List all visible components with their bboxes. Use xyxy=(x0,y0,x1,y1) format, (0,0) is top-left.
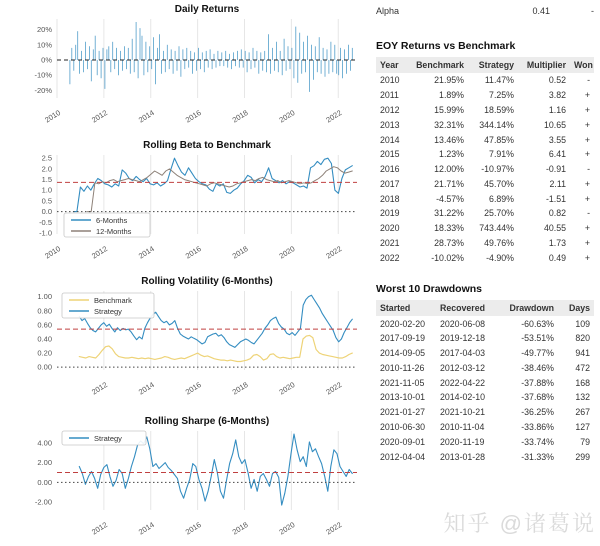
table-cell: 1.73 xyxy=(548,237,566,248)
metric-value-benchmark: - xyxy=(591,6,594,16)
svg-text:Strategy: Strategy xyxy=(94,434,122,443)
table-cell: -38.46% xyxy=(521,362,554,373)
header-cell: Benchmark xyxy=(410,57,468,73)
table-row xyxy=(376,162,594,177)
table-row xyxy=(376,250,594,265)
table-cell: 2017-04-03 xyxy=(440,348,485,359)
table-row xyxy=(376,375,594,390)
table-cell: 40.55 xyxy=(543,223,566,234)
table-cell: + xyxy=(584,119,590,130)
table-cell: 2020-02-20 xyxy=(380,318,425,329)
table-cell: 299 xyxy=(575,451,590,462)
table-row xyxy=(376,117,594,132)
table-cell: 2021-01-27 xyxy=(380,407,425,418)
table-cell: 47.85% xyxy=(484,134,514,145)
svg-text:2.0: 2.0 xyxy=(41,164,52,174)
table-row xyxy=(376,176,594,191)
table-row xyxy=(376,420,594,435)
svg-text:0.0: 0.0 xyxy=(41,207,52,217)
table-cell: 2014-09-05 xyxy=(380,348,425,359)
svg-text:2020: 2020 xyxy=(277,520,297,537)
table-cell: + xyxy=(584,104,590,115)
table-row xyxy=(376,361,594,376)
drawdowns-table-title: Worst 10 Drawdowns xyxy=(376,283,482,296)
svg-text:-10%: -10% xyxy=(34,70,52,80)
svg-text:2020: 2020 xyxy=(277,380,297,397)
rolling-sharpe-chart xyxy=(0,412,368,546)
svg-text:2016: 2016 xyxy=(183,244,203,261)
header-cell: Strategy xyxy=(468,57,518,73)
table-cell: 2021 xyxy=(380,237,400,248)
worst-drawdowns-table xyxy=(376,300,594,464)
daily-returns-chart xyxy=(0,0,368,134)
svg-text:2018: 2018 xyxy=(230,108,250,125)
table-cell: 2020-06-08 xyxy=(440,318,485,329)
svg-text:2012: 2012 xyxy=(90,520,109,537)
svg-text:0.80: 0.80 xyxy=(37,306,52,316)
table-cell: -10.02% xyxy=(431,252,464,263)
table-row xyxy=(376,346,594,361)
table-cell: 2011 xyxy=(380,90,399,101)
table-cell: -37.88% xyxy=(521,377,554,388)
table-cell: 2013-01-28 xyxy=(440,451,485,462)
table-row xyxy=(376,405,594,420)
svg-text:1.00: 1.00 xyxy=(37,292,52,302)
table-cell: 2013-10-01 xyxy=(380,392,425,403)
table-cell: 15.99% xyxy=(434,104,464,115)
table-cell: 2020-09-01 xyxy=(380,436,425,447)
table-cell: 2014 xyxy=(380,134,400,145)
table-cell: 13.46% xyxy=(434,134,464,145)
header-cell: Won xyxy=(570,57,594,73)
svg-text:2.5: 2.5 xyxy=(41,153,52,163)
table-cell: -60.63% xyxy=(521,318,554,329)
svg-text:1.5: 1.5 xyxy=(41,175,52,185)
table-cell: 2015 xyxy=(380,149,400,160)
eoy-table-title: EOY Returns vs Benchmark xyxy=(376,40,516,52)
table-row xyxy=(376,316,594,331)
table-row xyxy=(376,449,594,464)
svg-text:2022: 2022 xyxy=(324,520,344,537)
table-cell: 12.00% xyxy=(434,164,464,175)
header-cell: Started xyxy=(376,300,436,316)
table-cell: 1.89% xyxy=(439,90,464,101)
table-cell: 45.70% xyxy=(484,178,514,189)
table-cell: 2022-04-22 xyxy=(440,377,485,388)
svg-text:-2.00: -2.00 xyxy=(34,497,52,507)
table-row xyxy=(376,147,594,162)
table-cell: -10.97% xyxy=(481,164,514,175)
svg-text:0.20: 0.20 xyxy=(37,348,52,358)
table-cell: -4.57% xyxy=(436,193,464,204)
table-cell: 79 xyxy=(580,436,590,447)
table-cell: 10.65 xyxy=(543,119,566,130)
table-cell: 2017 xyxy=(380,178,400,189)
table-cell: 6.41 xyxy=(548,149,566,160)
table-row xyxy=(376,103,594,118)
watermark: 知乎 @诸葛说 xyxy=(443,511,596,536)
svg-text:0%: 0% xyxy=(41,55,52,65)
metric-label-alpha: Alpha xyxy=(376,6,400,16)
table-cell: -4.90% xyxy=(486,252,514,263)
table-cell: 2019-12-18 xyxy=(440,333,485,344)
eoy-returns-table xyxy=(376,57,594,265)
table-cell: 2010-06-30 xyxy=(380,422,425,433)
table-cell: -49.77% xyxy=(521,348,554,359)
table-cell: 2021-10-21 xyxy=(440,407,485,418)
svg-text:-20%: -20% xyxy=(34,85,52,95)
table-cell: 18.33% xyxy=(434,223,464,234)
table-cell: 7.25% xyxy=(489,90,514,101)
table-cell: 168 xyxy=(575,377,590,388)
table-cell: 344.14% xyxy=(479,119,514,130)
table-cell: 49.76% xyxy=(484,237,514,248)
svg-text:2012: 2012 xyxy=(90,244,109,261)
table-cell: 2012-03-12 xyxy=(440,362,485,373)
svg-text:-0.5: -0.5 xyxy=(39,217,52,227)
table-cell: + xyxy=(584,252,590,263)
table-cell: + xyxy=(584,178,590,189)
table-header-row xyxy=(376,57,594,73)
table-cell: 941 xyxy=(575,348,590,359)
table-cell: + xyxy=(584,90,590,101)
table-cell: -0.91 xyxy=(545,164,566,175)
table-cell: 0.49 xyxy=(548,252,566,263)
svg-text:2018: 2018 xyxy=(230,520,250,537)
table-cell: -36.25% xyxy=(521,407,554,418)
table-cell: + xyxy=(584,223,590,234)
svg-text:2012: 2012 xyxy=(90,380,109,397)
svg-text:2012: 2012 xyxy=(90,108,109,125)
table-cell: + xyxy=(584,237,590,248)
svg-text:Rolling Volatility (6-Months): Rolling Volatility (6-Months) xyxy=(141,276,273,287)
table-row xyxy=(376,236,594,251)
table-cell: 21.95% xyxy=(434,75,464,86)
rolling-beta-chart xyxy=(0,136,368,270)
table-cell: 3.82 xyxy=(548,90,566,101)
svg-text:0.40: 0.40 xyxy=(37,334,52,344)
svg-text:2010: 2010 xyxy=(43,108,63,125)
svg-text:2020: 2020 xyxy=(277,244,297,261)
metric-value-strategy: 0.41 xyxy=(532,6,550,16)
svg-text:2.00: 2.00 xyxy=(37,458,52,468)
svg-text:2014: 2014 xyxy=(136,108,156,125)
table-cell: 25.70% xyxy=(484,208,514,219)
table-cell: 2020-11-19 xyxy=(440,436,485,447)
svg-text:2014: 2014 xyxy=(136,520,156,537)
header-cell: Year xyxy=(376,57,410,73)
table-cell: 2020 xyxy=(380,223,400,234)
table-cell: 743.44% xyxy=(479,223,514,234)
table-cell: 2010 xyxy=(380,75,400,86)
table-cell: 2017-09-19 xyxy=(380,333,425,344)
table-cell: 127 xyxy=(575,422,590,433)
svg-text:2022: 2022 xyxy=(324,108,344,125)
header-cell: Recovered xyxy=(436,300,502,316)
table-cell: 109 xyxy=(575,318,590,329)
table-cell: 1.16 xyxy=(548,104,566,115)
svg-text:-1.0: -1.0 xyxy=(39,228,52,238)
header-cell: Multiplier xyxy=(518,57,570,73)
svg-text:0.00: 0.00 xyxy=(37,477,52,487)
table-cell: -33.86% xyxy=(521,422,554,433)
svg-text:Rolling Sharpe (6-Months): Rolling Sharpe (6-Months) xyxy=(144,416,270,427)
svg-text:2014: 2014 xyxy=(136,380,156,397)
table-cell: 11.47% xyxy=(484,75,514,86)
svg-text:6-Months: 6-Months xyxy=(96,216,128,225)
table-cell: 32.31% xyxy=(434,119,464,130)
svg-text:12-Months: 12-Months xyxy=(96,227,132,236)
table-row xyxy=(376,221,594,236)
table-cell: 0.82 xyxy=(548,208,566,219)
table-cell: 7.91% xyxy=(489,149,514,160)
table-row xyxy=(376,390,594,405)
table-cell: 2021-11-05 xyxy=(380,377,425,388)
svg-text:2016: 2016 xyxy=(183,520,203,537)
table-row xyxy=(376,434,594,449)
table-row xyxy=(376,132,594,147)
table-cell: -33.74% xyxy=(521,436,554,447)
table-cell: + xyxy=(584,193,590,204)
table-row xyxy=(376,206,594,221)
table-cell: 0.52 xyxy=(548,75,566,86)
table-cell: 6.89% xyxy=(489,193,514,204)
table-cell: 267 xyxy=(575,407,590,418)
metrics-column xyxy=(372,0,598,546)
svg-text:10%: 10% xyxy=(36,40,52,50)
svg-text:2018: 2018 xyxy=(230,244,250,261)
table-cell: 1.23% xyxy=(439,149,464,160)
rolling-volatility-chart xyxy=(0,272,368,410)
table-cell: 18.59% xyxy=(484,104,514,115)
svg-text:2022: 2022 xyxy=(324,380,344,397)
svg-text:Benchmark: Benchmark xyxy=(94,296,132,305)
table-header-row xyxy=(376,300,594,316)
table-cell: 28.73% xyxy=(434,237,464,248)
header-cell: Drawdown xyxy=(502,300,558,316)
table-cell: 2013 xyxy=(380,119,400,130)
table-cell: -31.33% xyxy=(521,451,554,462)
svg-text:Strategy: Strategy xyxy=(94,307,122,316)
svg-text:1.0: 1.0 xyxy=(41,185,52,195)
table-cell: 31.22% xyxy=(434,208,464,219)
svg-text:Rolling Beta to Benchmark: Rolling Beta to Benchmark xyxy=(143,140,271,151)
table-cell: - xyxy=(587,208,590,219)
table-row xyxy=(376,191,594,206)
table-cell: -53.51% xyxy=(521,333,554,344)
table-cell: -1.51 xyxy=(545,193,566,204)
table-cell: 2012 xyxy=(380,104,400,115)
svg-text:2014: 2014 xyxy=(136,244,156,261)
table-cell: 3.55 xyxy=(548,134,566,145)
table-cell: - xyxy=(587,164,590,175)
table-cell: + xyxy=(584,149,590,160)
table-cell: 2016 xyxy=(380,164,400,175)
table-cell: 2010-11-26 xyxy=(380,362,425,373)
svg-text:2010: 2010 xyxy=(43,244,63,261)
svg-text:2016: 2016 xyxy=(183,380,203,397)
svg-text:4.00: 4.00 xyxy=(37,438,52,448)
table-cell: 21.71% xyxy=(434,178,464,189)
table-cell: 2012-04-04 xyxy=(380,451,425,462)
table-cell: 2019 xyxy=(380,208,400,219)
table-cell: - xyxy=(587,75,590,86)
table-cell: 2.11 xyxy=(549,178,566,189)
svg-text:2020: 2020 xyxy=(277,108,297,125)
svg-text:2022: 2022 xyxy=(324,244,344,261)
table-cell: 2018 xyxy=(380,193,400,204)
svg-text:0.60: 0.60 xyxy=(37,320,52,330)
table-cell: 472 xyxy=(575,362,590,373)
header-cell: Days xyxy=(558,300,594,316)
svg-text:Daily Returns: Daily Returns xyxy=(174,4,240,15)
table-row xyxy=(376,73,594,88)
table-cell: -37.68% xyxy=(521,392,554,403)
svg-text:2016: 2016 xyxy=(183,108,203,125)
table-cell: 2022 xyxy=(380,252,400,263)
table-row xyxy=(376,88,594,103)
table-row xyxy=(376,331,594,346)
svg-text:2018: 2018 xyxy=(230,380,250,397)
svg-text:0.00: 0.00 xyxy=(37,362,52,372)
metric-row-alpha xyxy=(372,0,598,16)
table-cell: 820 xyxy=(575,333,590,344)
svg-text:20%: 20% xyxy=(36,25,52,35)
table-cell: + xyxy=(584,134,590,145)
table-cell: 2014-02-10 xyxy=(440,392,485,403)
svg-text:0.5: 0.5 xyxy=(41,196,52,206)
table-cell: 2010-11-04 xyxy=(440,422,485,433)
table-cell: 132 xyxy=(575,392,590,403)
